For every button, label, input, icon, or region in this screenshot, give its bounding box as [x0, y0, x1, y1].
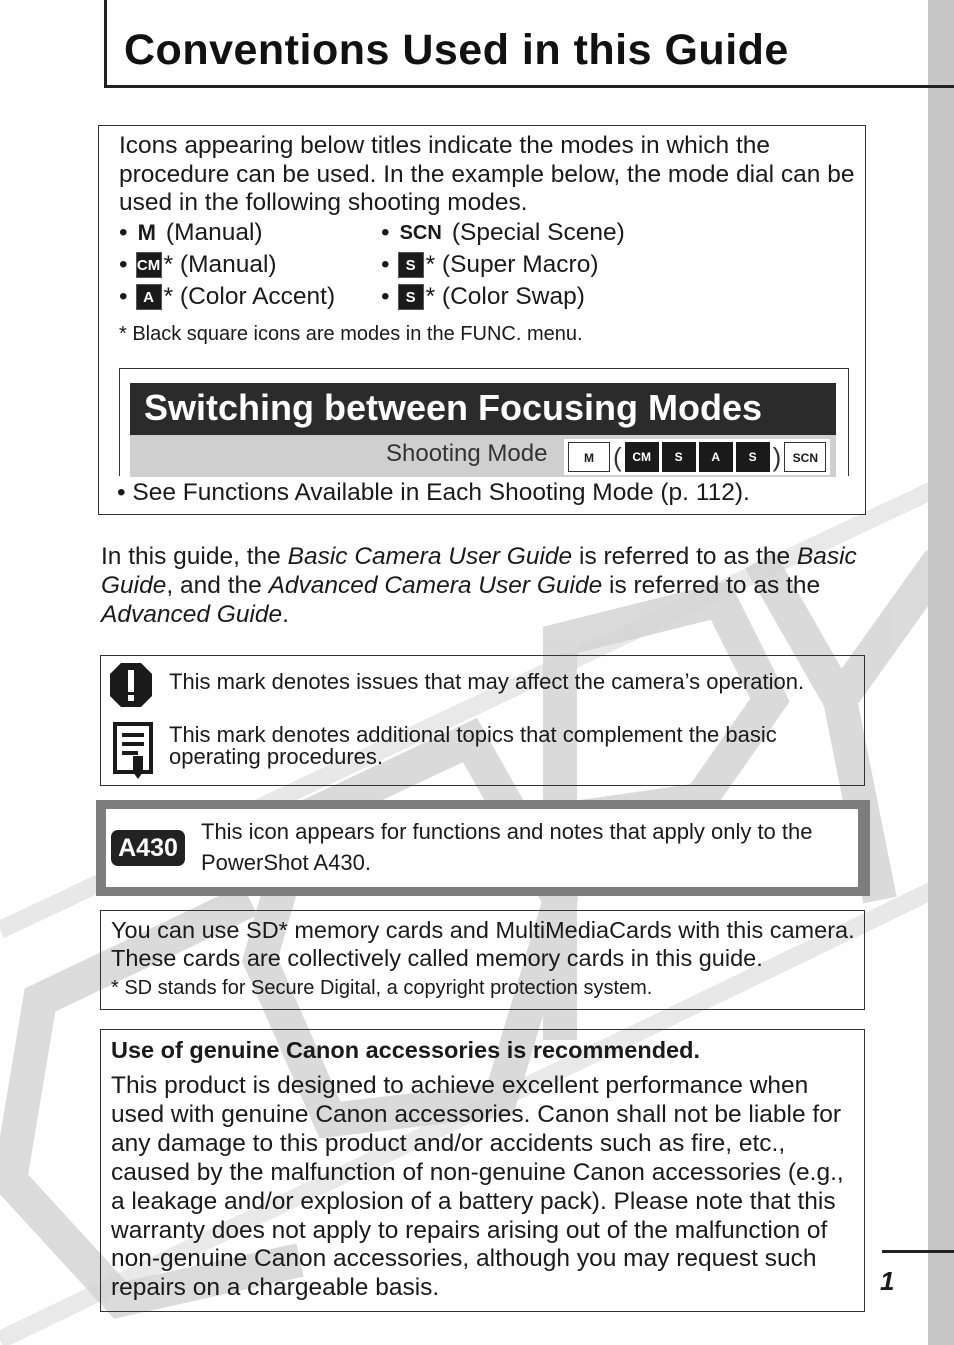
modes-intro: Icons appearing below titles indicate the modes in which the procedure can be used. In the example below, the mode dial can be used in the following shooting modes. — [119, 132, 855, 216]
modes-box — [98, 125, 866, 515]
mode-item: • SCN (Special Scene) — [381, 219, 625, 246]
advanced-camera-guide-title: Advanced Camera User Guide — [268, 572, 603, 599]
super-macro-icon: S — [662, 442, 696, 472]
memory-cards-line2: These cards are collectively called memory cards in this guide. — [111, 945, 763, 971]
caution-icon — [109, 662, 153, 708]
color-accent-icon: A — [136, 284, 162, 310]
page-number: 1 — [880, 1266, 895, 1296]
title-frame — [104, 0, 928, 88]
accessories-heading: Use of genuine Canon accessories is recommended. — [111, 1037, 701, 1063]
page-edge-strip — [928, 0, 954, 1345]
example-section-title: Switching between Focusing Modes — [130, 383, 836, 435]
camera-manual-icon: M — [568, 442, 610, 472]
title-rule — [928, 85, 954, 88]
memory-cards-line1: You can use SD* memory cards and MultiMediaCards with this camera. — [111, 917, 855, 943]
mode-label: (Special Scene) — [451, 219, 625, 246]
mode-item: • S * (Super Macro) — [381, 251, 599, 278]
mode-label: * (Super Macro) — [425, 251, 599, 278]
memory-cards-box — [100, 910, 865, 1010]
mode-label: (Manual) — [165, 219, 263, 246]
basic-camera-guide-title: Basic Camera User Guide — [287, 543, 573, 570]
memo-icon — [113, 722, 153, 780]
example-heading-frame — [119, 368, 849, 476]
super-macro-icon: S — [398, 252, 424, 278]
see-functions-link: • See Functions Available in Each Shooting Mode (p. 112). — [117, 479, 750, 506]
accessories-body: This product is designed to achieve excellent performance when used with genuine Canon accessories. Canon shall not be liable for any damage to this product and/or accidents such as fire, etc., caused by the malfunction of non-genuine Canon accessories (e.g., a leakage and/or explosion of a battery pack). Please note that this warranty does not apply to repairs arising out of the malfunction of non-genuine Canon accessories, although you may request such repairs on a chargeable basis. — [111, 1072, 844, 1302]
a430-box-inner — [106, 809, 858, 887]
advanced-guide-title: Advanced Guide — [101, 601, 283, 628]
a430-box — [96, 800, 870, 896]
modes-footnote: * Black square icons are modes in the FUNC. menu. — [119, 323, 583, 345]
memo-text-line2: operating procedures. — [169, 744, 384, 769]
marks-box — [100, 655, 865, 786]
caution-text: This mark denotes issues that may affect the camera’s operation. — [169, 669, 805, 694]
shooting-mode-icons — [564, 439, 830, 475]
a430-badge-icon: A430 — [111, 830, 185, 866]
mode-item: • S * (Color Swap) — [381, 283, 585, 310]
shooting-mode-label: Shooting Mode — [386, 440, 548, 467]
sd-footnote: * SD stands for Secure Digital, a copyright protection system. — [111, 977, 653, 999]
guide-naming-paragraph: In this guide, the Basic Camera User Guide is referred to as the Basic Guide, and the Advanced Camera User Guide is referred to as the Advanced Guide. — [101, 543, 857, 628]
scn-icon: SCN — [784, 442, 826, 472]
camera-manual-icon: M — [137, 220, 156, 245]
paren-open: ( — [613, 441, 622, 472]
movie-manual-icon: CM — [625, 442, 659, 472]
mode-label: * (Color Swap) — [425, 283, 585, 310]
mode-label: * (Manual) — [163, 251, 277, 278]
paren-close: ) — [772, 441, 782, 472]
mode-item: • A * (Color Accent) — [119, 283, 336, 310]
shooting-mode-bar — [130, 435, 836, 477]
color-swap-icon: S — [398, 284, 424, 310]
color-swap-icon: S — [736, 442, 770, 472]
mode-label: * (Color Accent) — [163, 283, 336, 310]
mode-item: • CM * (Manual) — [119, 251, 277, 278]
color-accent-icon: A — [699, 442, 733, 472]
basic-guide-title: Basic Guide — [101, 543, 857, 599]
memo-text-line1: This mark denotes additional topics that complement the basic — [169, 722, 777, 747]
movie-manual-icon: CM — [136, 252, 162, 278]
accessories-box — [100, 1029, 865, 1312]
page-title: Conventions Used in this Guide — [124, 26, 789, 74]
scn-icon: SCN — [399, 222, 442, 244]
mode-item: • M (Manual) — [119, 219, 263, 246]
page-number-rule — [882, 1250, 954, 1253]
a430-text: This icon appears for functions and notes that apply only to the PowerShot A430. — [201, 819, 813, 875]
